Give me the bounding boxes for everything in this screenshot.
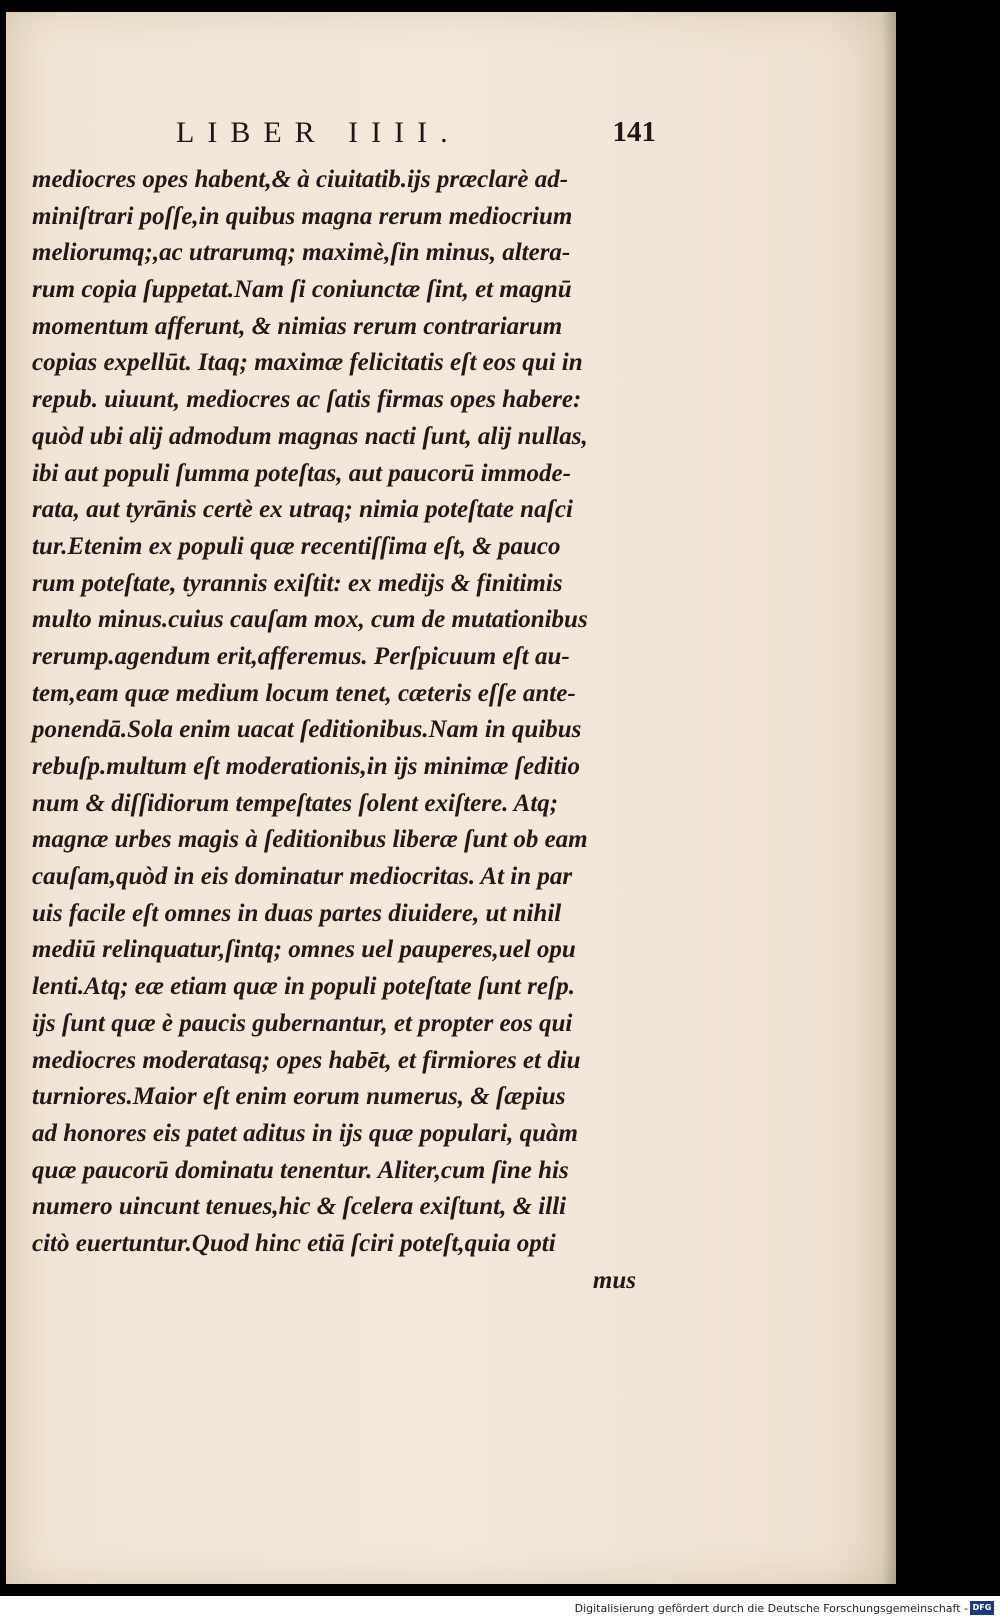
text-line: repub. uiuunt, mediocres ac ſatis firmas opes habere:: [32, 386, 582, 414]
text-line: quæ paucorū dominatu tenentur. Aliter,cum ſine his: [32, 1156, 569, 1184]
digitization-footer: [0, 1596, 1000, 1621]
dfg-logo-icon: DFG: [970, 1601, 994, 1615]
text-line: turniores.Maior eſt enim eorum numerus, & ſæpius: [32, 1083, 566, 1111]
text-line: quòd ubi alij admodum magnas nacti ſunt, alij nullas,: [32, 422, 588, 450]
text-line: mediocres moderatasq; opes habēt, et firmiores et diu: [32, 1046, 581, 1074]
page-number: 141: [612, 116, 656, 148]
text-line: meliorumq;,ac utrarumq; maximè,ſin minus, altera-: [32, 239, 571, 267]
text-line: magnæ urbes magis à ſeditionibus liberæ ſunt ob eam: [32, 826, 588, 854]
text-line: ad honores eis patet aditus in ijs quæ populari, quàm: [32, 1119, 578, 1147]
text-line: numero uincunt tenues,hic & ſcelera exiſtunt, & illi: [32, 1193, 567, 1221]
text-line: copias expellūt. Itaq; maximæ felicitatis eſt eos qui in: [32, 349, 583, 377]
text-line: num & diſſidiorum tempeſtates ſolent exiſtere. Atq;: [32, 789, 559, 817]
text-line: rum copia ſuppetat.Nam ſi coniunctæ ſint, et magnū: [32, 276, 572, 304]
text-line: rata, aut tyrānis certè ex utraq; nimia poteſtate naſci: [32, 496, 573, 524]
text-line: lenti.Atq; eæ etiam quæ in populi poteſtate ſunt reſp.: [32, 973, 576, 1001]
text-line: tur.Etenim ex populi quæ recentiſſima eſt, & pauco: [32, 532, 561, 560]
text-line: citò euertuntur.Quod hinc etiā ſciri poteſt,quia opti: [32, 1229, 556, 1257]
text-line: mediocres opes habent,& à ciuitatib.ijs præclarè ad-: [32, 166, 569, 193]
text-line: ijs ſunt quæ è paucis gubernantur, et propter eos qui: [32, 1009, 573, 1037]
text-line: momentum afferunt, & nimias rerum contrariarum: [32, 312, 563, 340]
text-line: rerump.agendum erit,afferemus. Perſpicuum eſt au-: [32, 642, 570, 670]
text-line: rum poteſtate, tyrannis exiſtit: ex medijs & finitimis: [32, 569, 563, 597]
page-header: [176, 112, 656, 160]
text-line: cauſam,quòd in eis dominatur mediocritas. At in par: [32, 863, 573, 891]
text-line: miniſtrari poſſe,in quibus magna rerum mediocrium: [32, 202, 573, 230]
funding-notice: Digitalisierung gefördert durch die Deutsche Forschungsgemeinschaft -: [574, 1602, 968, 1615]
text-line: multo minus.cuius cauſam mox, cum de mutationibus: [32, 606, 588, 634]
text-line: rebuſp.multum eſt moderationis,in ijs minimæ ſeditio: [32, 753, 580, 780]
text-block: [32, 162, 642, 1299]
catchword: mus: [592, 1266, 636, 1294]
book-page: [6, 12, 896, 1584]
text-line: tem,eam quæ medium locum tenet, cæteris eſſe ante-: [32, 679, 576, 707]
running-head: LIBER IIII.: [176, 116, 461, 149]
text-line: ibi aut populi ſumma poteſtas, aut paucorū immode-: [32, 459, 571, 487]
text-line: ponendā.Sola enim uacat ſeditionibus.Nam in quibus: [32, 716, 582, 744]
text-line: uis facile eſt omnes in duas partes diuidere, ut nihil: [32, 899, 562, 927]
text-line: mediū relinquatur,ſintq; omnes uel pauperes,uel opu: [32, 936, 576, 964]
